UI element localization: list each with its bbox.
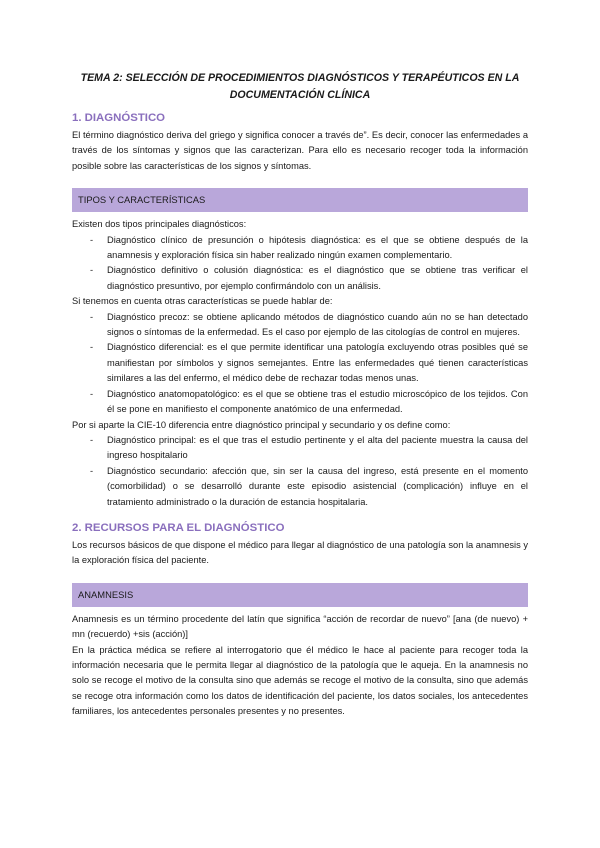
diagnostico-intro: El término diagnóstico deriva del griego y significa conocer a través de”. Es decir, conocer las enfermedades a través de los síntomas y signos que las caracterizan. Para ello es necesario recoger toda la información posible sobre las características de los signos y síntomas. xyxy=(72,130,528,171)
title-line-1: TEMA 2: SELECCIÓN DE PROCEDIMIENTOS DIAGNÓSTICOS Y TERAPÉUTICOS EN LA xyxy=(80,72,520,84)
list-item: - Diagnóstico principal: es el que tras el estudio pertinente y el alta del paciente muestra la causa del ingreso hospitalario xyxy=(72,433,528,464)
document-title xyxy=(72,70,528,104)
title-line-2: DOCUMENTACIÓN CLÍNICA xyxy=(229,89,371,101)
list-item: - Diagnóstico clínico de presunción o hipótesis diagnóstica: es el que se obtiene después de la anamnesis y exploración física sin haber realizado ningún examen complementario. xyxy=(72,233,528,264)
types-list xyxy=(72,233,528,295)
anamnesis-practice: En la práctica médica se refiere al interrogatorio que él médico le hace al paciente para recoger toda la información necesaria que le permita llegar al diagnóstico de la patología que le aqueja. En la anamnesis no solo se recoge el motivo de la consulta sino que además se recoge el motivo de la consulta, sino que además se recoge otra información como los datos de identificación del paciente, los datos sociales, los antecedentes familiares, los antecedentes personales presentes y no presentes. xyxy=(72,644,528,717)
list-item: - Diagnóstico definitivo o colusión diagnóstica: es el diagnóstico que se obtiene tras verificar el diagnóstico presuntivo, por ejemplo confirmándolo con un análisis. xyxy=(72,263,528,294)
list-item: - Diagnóstico anatomopatológico: es el que se obtiene tras el estudio microscópico de los tejidos. Con él se pone en manifiesto el componente anatómico de una enfermedad. xyxy=(72,387,528,418)
section-heading-diagnostico: 1. DIAGNÓSTICO xyxy=(72,112,166,124)
section-heading-recursos: 2. RECURSOS PARA EL DIAGNÓSTICO xyxy=(72,521,285,534)
types-intro: Existen dos tipos principales diagnósticos: xyxy=(72,219,247,230)
document-page xyxy=(72,70,528,720)
list-item: - Diagnóstico precoz: se obtiene aplicando métodos de diagnóstico cuando aún no se han detectado signos o síntomas de la enfermedad. Es el caso por ejemplo de las citologías de control en mujeres. xyxy=(72,310,528,341)
section-band-tipos: TIPOS Y CARACTERÍSTICAS xyxy=(72,188,528,212)
list-item: - Diagnóstico diferencial: es el que permite identificar una patología excluyendo otras posibles qué se manifiestan por símbolos y signos semejantes. Entre las enfermedades qué tienen características similares a las del enfermo, el médico debe de rechazar todas menos unas. xyxy=(72,340,528,386)
section-band-anamnesis: ANAMNESIS xyxy=(72,583,528,607)
other-intro: Si tenemos en cuenta otras características se puede hablar de: xyxy=(72,296,333,307)
other-list xyxy=(72,310,528,418)
recursos-intro: Los recursos básicos de que dispone el médico para llegar al diagnóstico de una patología son la anamnesis y la exploración física del paciente. xyxy=(72,539,528,566)
list-item: - Diagnóstico secundario: afección que, sin ser la causa del ingreso, está presente en el momento (comorbilidad) o se desarrolló durante este episodio asistencial (complicación) influye en el tratamiento administrado o la duración de estancia hospitalaria. xyxy=(72,464,528,510)
anamnesis-definition: Anamnesis es un término procedente del latín que significa “acción de recordar de nuevo” [ana (de nuevo) + mn (recuerdo) +sis (acción)] xyxy=(72,613,528,640)
cie-intro: Por si aparte la CIE-10 diferencia entre diagnóstico principal y secundario y os define como: xyxy=(72,419,451,430)
cie-list xyxy=(72,433,528,510)
